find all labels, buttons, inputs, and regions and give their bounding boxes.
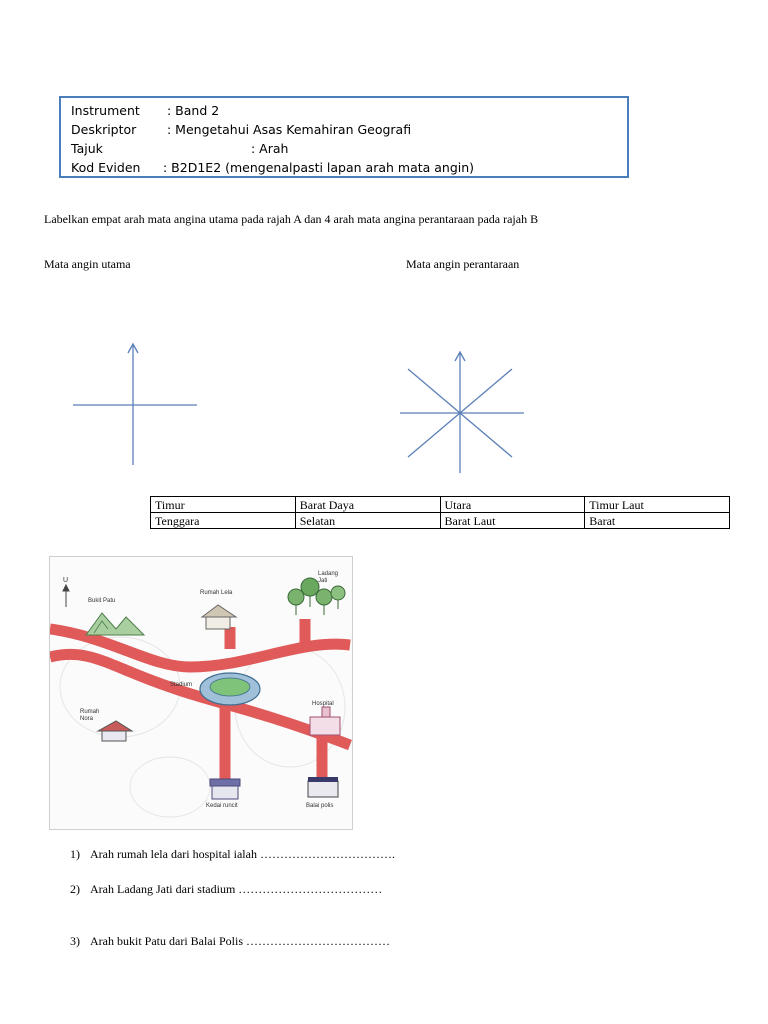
table-cell: Barat [585,513,730,529]
label-rumah-lela: Rumah Lela [200,590,233,596]
info-row-kod-eviden [71,160,474,175]
hospital-icon [310,707,340,735]
info-label: Deskriptor [71,122,137,137]
rumah-nora-icon [98,721,132,741]
kedai-runcit-icon [210,779,240,799]
compass-diagram-b [390,345,540,480]
label-stadium: Stadium [170,682,193,688]
question-number: 1) [70,847,80,861]
info-label: Instrument [71,103,140,118]
question-number: 2) [70,882,80,896]
question-3 [70,934,390,949]
label-kedai-runcit: Kedai runcit [206,803,238,809]
label-ladang-jati: Ladang Jati [318,571,339,584]
question-1 [70,847,395,862]
info-value: : Arah [251,141,289,156]
label-hospital: Hospital [312,701,334,707]
label-bukit-patu: Bukit Patu [88,598,116,604]
label-rumah-nora: Rumah Nora [80,709,100,722]
north-letter: U [63,577,69,584]
table-row [151,513,730,529]
table-row [151,497,730,513]
stadium-icon [200,673,260,705]
info-box [59,96,629,178]
table-cell: Timur [151,497,296,513]
table-cell: Barat Laut [440,513,585,529]
table-cell: Tenggara [151,513,296,529]
label-balai-polis: Balai polis [306,803,334,809]
info-row-instrument [71,103,219,118]
question-text: Arah bukit Patu dari Balai Polis ……………………………… [90,934,390,948]
question-2 [70,882,382,897]
diagram-a-title: Mata angin utama [44,257,131,271]
instruction-text: Labelkan empat arah mata angina utama pada rajah A dan 4 arah mata angina perantaraan pada rajah B [44,212,539,226]
info-value: : Band 2 [167,103,220,118]
question-text: Arah Ladang Jati dari stadium ……………………………… [90,882,383,896]
question-text: Arah rumah lela dari hospital ialah ……………………………. [90,847,395,861]
balai-polis-icon [308,777,338,797]
compass-diagram-a [60,335,210,475]
bukit-patu-icon [86,613,144,635]
info-label: Kod Eviden [71,160,141,175]
info-value: : B2D1E2 (mengenalpasti lapan arah mata angin) [163,160,475,175]
table-cell: Utara [440,497,585,513]
town-map [49,556,353,830]
table-cell: Selatan [295,513,440,529]
info-label: Tajuk [71,141,103,156]
info-row-deskriptor [71,122,411,137]
direction-words-table [150,496,730,529]
rumah-lela-icon [202,605,236,629]
question-number: 3) [70,934,80,948]
table-cell: Barat Daya [295,497,440,513]
info-row-tajuk [71,141,288,156]
diagram-b-title: Mata angin perantaraan [406,257,520,271]
info-value: : Mengetahui Asas Kemahiran Geografi [167,122,412,137]
table-cell: Timur Laut [585,497,730,513]
